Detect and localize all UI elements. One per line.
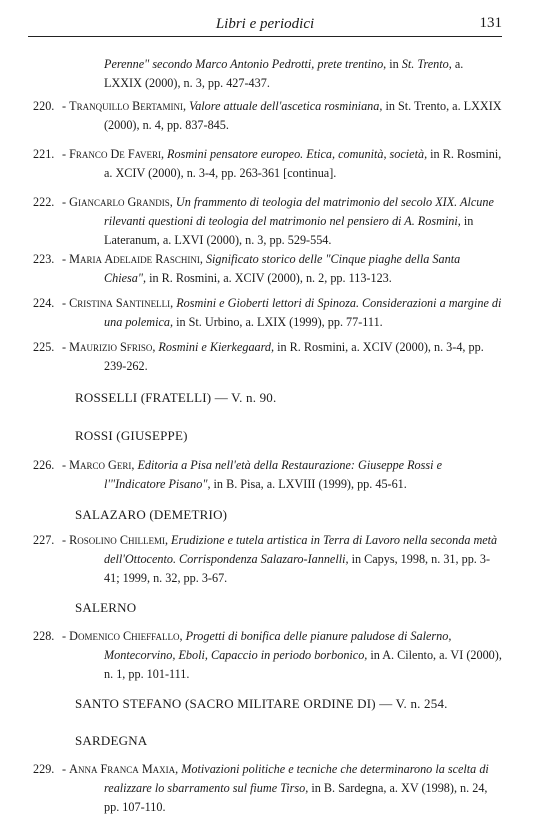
entry-228: 228. - Domenico Chieffallo, Progetti di bonifica delle pianure paludose di Salerno, Montecorvino, Eboli, Capaccio in periodo borbonico, in A. Cilento, a. VI (2000), n. 1, pp. 101-111.	[33, 629, 502, 681]
entry-221: 221. - Franco De Faveri, Rosmini pensatore europeo. Etica, comunità, società, in R. Rosmini, a. XCIV (2000), n. 3-4, pp. 263-361 [continua].	[33, 147, 502, 180]
entry-number: 224.	[33, 296, 55, 310]
entry-details: in St. Trento, a. LXXIX (2000), n. 4, pp. 837-845.	[104, 99, 502, 132]
entry-title: Perenne" secondo Marco Antonio Pedrotti, prete trentino	[104, 57, 384, 71]
entry-author: Franco De Faveri,	[69, 147, 164, 161]
section-heading: SALERNO	[75, 600, 137, 615]
entry-title: Editoria a Pisa nell'età della Restaurazione: Giuseppe Rossi e l'"Indicatore Pisano",	[104, 458, 442, 491]
entry-number: 229.	[33, 762, 55, 776]
entry-details: a. LXXIX (2000), n. 3, pp. 427-437.	[104, 57, 464, 90]
entry-number: 228.	[33, 629, 55, 643]
entry-details: in R. Rosmini, a. XCIV (2000), n. 3-4, pp. 263-361 [continua].	[104, 147, 502, 180]
entry-journal: St. Trento	[401, 57, 449, 71]
entry-number: 221.	[33, 147, 55, 161]
entry-223: 223. - Maria Adelaide Raschini, Significato storico delle "Cinque piaghe della Santa Chiesa", in R. Rosmini, a. XCIV (2000), n. 2, pp. 113-123.	[33, 252, 461, 285]
entry-details: in R. Rosmini, a. XCIV (2000), n. 3-4, pp. 239-262.	[104, 340, 484, 373]
entry-author: Anna Franca Maxia,	[69, 762, 179, 776]
page-number: 131	[479, 15, 502, 31]
entry-number: 225.	[33, 340, 55, 354]
entry-222: 222. - Giancarlo Grandis, Un frammento di teologia del matrimonio del secolo XIX. Alcune rilevanti questioni di teologia del matrimonio nel pensiero di A. Rosmini, in Lateranum, a. LXVI (2000), n. 3, pp. 529-554.	[33, 195, 494, 247]
entry-title: Erudizione e tutela artistica in Terra di Lavoro nella seconda metà dell'Ottocento. Corrispondenza Salazaro-Iannelli,	[104, 533, 498, 566]
entry-details: in St. Urbino, a. LXIX (1999), pp. 77-111.	[176, 315, 383, 329]
section-heading: SALAZARO (DEMETRIO)	[75, 507, 228, 522]
entry-author: Maurizio Sfriso,	[69, 340, 156, 354]
entry-title: Progetti di bonifica delle pianure paludose di Salerno, Montecorvino, Eboli, Capaccio in periodo borbonico,	[104, 629, 452, 662]
entry-title: Valore attuale dell'ascetica rosminiana,	[189, 99, 383, 113]
entry-227: 227. - Rosolino Chillemi, Erudizione e tutela artistica in Terra di Lavoro nella seconda metà dell'Ottocento. Corrispondenza Salazaro-Iannelli, in Capys, 1998, n. 31, pp. 3-41; 1999, n. 32, pp. 3-67.	[33, 533, 498, 585]
entry-title: Rosmini pensatore europeo. Etica, comunità, società,	[167, 147, 428, 161]
section-heading: SARDEGNA	[75, 733, 148, 748]
section-heading: SANTO STEFANO (SACRO MILITARE ORDINE DI) — V. n. 254.	[75, 696, 448, 711]
section-heading: ROSSI (GIUSEPPE)	[75, 428, 188, 443]
entry-author: Maria Adelaide Raschini,	[69, 252, 203, 266]
entry-229: 229. - Anna Franca Maxia, Motivazioni politiche e tecniche che determinarono la scelta di realizzare lo sbarramento sul fiume Tirso, in B. Sardegna, a. XV (1998), n. 24, pp. 107-110.	[33, 762, 489, 814]
entry-title: Significato storico delle "Cinque piaghe della Santa Chiesa",	[104, 252, 461, 285]
entry-author: Giancarlo Grandis,	[69, 195, 173, 209]
entry-number: 226.	[33, 458, 55, 472]
entry-number: 222.	[33, 195, 55, 209]
entry-220: 220. - Tranquillo Bertamini, Valore attuale dell'ascetica rosminiana, in St. Trento, a. LXXIX (2000), n. 4, pp. 837-845.	[33, 99, 502, 132]
entry-details: in B. Pisa, a. LXVIII (1999), pp. 45-61.	[213, 477, 407, 491]
entry-author: Tranquillo Bertamini,	[69, 99, 187, 113]
entry-author: Marco Geri,	[69, 458, 135, 472]
entry-author: Rosolino Chillemi,	[69, 533, 168, 547]
entry-title: Rosmini e Kierkegaard,	[158, 340, 275, 354]
continuation-entry: Perenne" secondo Marco Antonio Pedrotti, prete trentino, in St. Trento, a. LXXIX (2000), n. 3, pp. 427-437.	[104, 57, 464, 90]
entry-number: 227.	[33, 533, 55, 547]
entry-author: Cristina Santinelli,	[69, 296, 174, 310]
entry-225: 225. - Maurizio Sfriso, Rosmini e Kierkegaard, in R. Rosmini, a. XCIV (2000), n. 3-4, pp. 239-262.	[33, 340, 484, 373]
entry-details: in R. Rosmini, a. XCIV (2000), n. 2, pp. 113-123.	[149, 271, 392, 285]
entry-author: Domenico Chieffallo,	[69, 629, 183, 643]
running-title: Libri e periodici	[215, 16, 315, 32]
entry-title: Rosmini e Gioberti lettori di Spinoza. Considerazioni a margine di una polemica,	[104, 296, 502, 329]
entry-details: in A. Cilento, a. VI (2000), n. 1, pp. 101-111.	[104, 648, 502, 681]
entry-number: 220.	[33, 99, 55, 113]
entry-details: in B. Sardegna, a. XV (1998), n. 24, pp. 107-110.	[104, 781, 488, 814]
entry-226: 226. - Marco Geri, Editoria a Pisa nell'età della Restaurazione: Giuseppe Rossi e l'"Indicatore Pisano", in B. Pisa, a. LXVIII (1999), pp. 45-61.	[33, 458, 442, 491]
section-heading: ROSSELLI (FRATELLI) — V. n. 90.	[75, 390, 277, 405]
running-header	[28, 14, 502, 37]
entry-224: 224. - Cristina Santinelli, Rosmini e Gioberti lettori di Spinoza. Considerazioni a margine di una polemica, in St. Urbino, a. LXIX (1999), pp. 77-111.	[33, 296, 502, 329]
entry-title: Un frammento di teologia del matrimonio del secolo XIX. Alcune rilevanti questioni di teologia del matrimonio nel pensiero di A. Rosmini,	[104, 195, 494, 228]
entry-title: Motivazioni politiche e tecniche che determinarono la scelta di realizzare lo sbarramento sul fiume Tirso,	[104, 762, 489, 795]
entry-details: in Lateranum, a. LXVI (2000), n. 3, pp. 529-554.	[104, 214, 474, 247]
entry-details: in Capys, 1998, n. 31, pp. 3-41; 1999, n. 32, pp. 3-67.	[104, 552, 491, 585]
entry-number: 223.	[33, 252, 55, 266]
